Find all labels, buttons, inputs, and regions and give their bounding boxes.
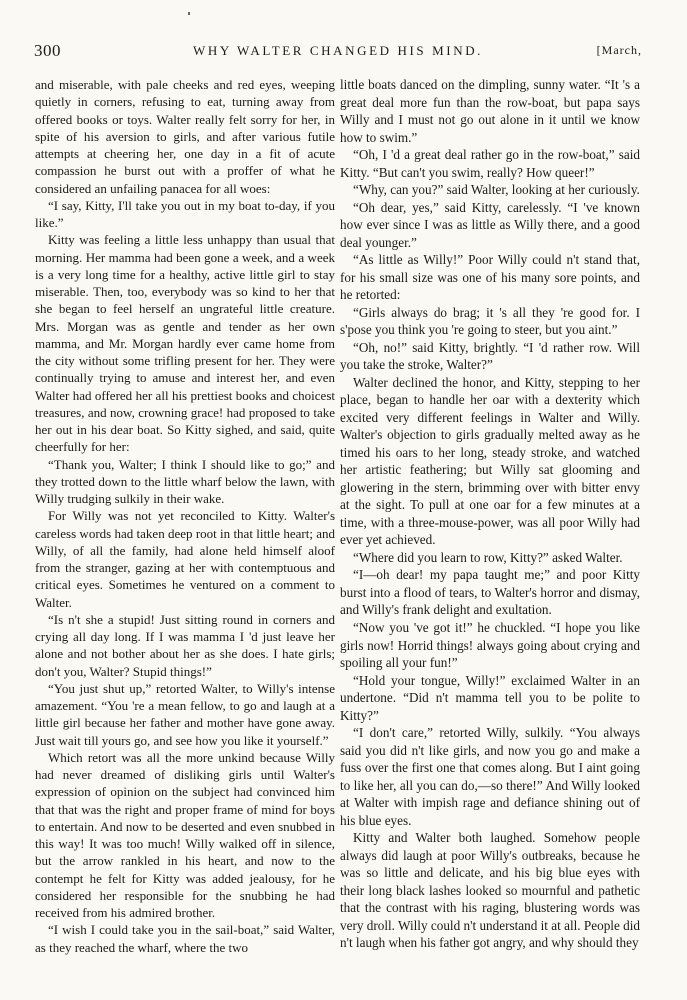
page-number: 300	[34, 41, 61, 60]
paragraph: “I don't care,” retorted Willy, sulkily. “You always said you did n't like girls, and now you go and make a fuss over the first one that comes along. But I aint going to like her, all you can do,—so there!” And Willy looked at Walter with impish rage and defiance shining out of his blue eyes.	[340, 725, 640, 828]
paragraph: “Why, can you?” said Walter, looking at her curiously.	[353, 182, 640, 198]
paragraph: “Oh, I 'd a great deal rather go in the row-boat,” said Kitty. “But can't you swim, really? How queer!”	[340, 147, 640, 180]
paragraph: Kitty and Walter both laughed. Somehow people always did laugh at poor Willy's outbreaks, because he was so little and delicate, and his big blue eyes with their long black lashes looked so mournful and pathetic that the contrast with his raging, blustering words was very droll. Willy could n't understand it at all. People did n't laugh when his father got angry, and why should they	[340, 830, 640, 951]
paragraph: “Oh dear, yes,” said Kitty, carelessly. “I 've known how ever since I was as little as Willy there, and a good deal younger.”	[340, 199, 640, 250]
paragraph: “Thank you, Walter; I think I should like to go;” and they trotted down to the little wharf below the lawn, with Willy trudging sulkily in their wake.	[35, 456, 335, 506]
paragraph: Kitty was feeling a little less unhappy than usual that morning. Her mamma had been gone a week, and a week is a very long time for a healthy, active little girl to stay miserable. Then, too, everybody was so kind to her that she began to feel herself an ungrateful little creature. Mrs. Morgan was as gentle and tender as her own mamma, and Mr. Morgan hardly ever came home from the city without some trifling present for her. They were continually trying to amuse and interest her, and even Walter had offered her all his prettiest books and choicest treasures, and now, crowning grace! had proposed to take her out in his dear boat. So Kitty sighed, and said, quite cheerfully for her:	[35, 232, 335, 455]
paragraph: “I wish I could take you in the sail-boat,” said Walter, as they reached the wharf, where the two	[35, 922, 335, 955]
print-speck	[188, 12, 190, 15]
right-text-column	[340, 76, 640, 952]
paragraph: “Oh, no!” said Kitty, brightly. “I 'd rather row. Will you take the stroke, Walter?”	[340, 339, 640, 373]
left-text-column	[35, 76, 335, 956]
paragraph: “Now you 've got it!” he chuckled. “I hope you like girls now! Horrid things! always going about crying and spoiling all your fun!”	[340, 619, 640, 671]
paragraph: little boats danced on the dimpling, sunny water. “It 's a great deal more fun than the row-boat, but papa says Willy and I must not go out alone in it until we know how to swim.”	[340, 77, 640, 145]
paragraph: “Is n't she a stupid! Just sitting round in corners and crying all day long. If I was mamma I 'd just leave her alone and not bother about her as she does. I hate girls; don't you, Walter? Stupid things!”	[35, 611, 335, 679]
paragraph: “Girls always do brag; it 's all they 're good for. I s'pose you think you 're going to steer, but you aint.”	[340, 304, 640, 338]
paragraph: “You just shut up,” retorted Walter, to Willy's intense amazement. “You 're a mean fellow, to go and laugh at a little girl because her father and mother have gone away. Just wait till yours go, and see how you like it yourself.”	[35, 680, 335, 748]
running-title: WHY WALTER CHANGED HIS MIND.	[192, 43, 484, 58]
issue-month: [March,	[596, 43, 642, 57]
paragraph: Walter declined the honor, and Kitty, stepping to her place, began to handle her oar with a dexterity which excited very different feelings in Walter and Willy. Walter's objection to girls gradually melted away as he timed his oars to her long, steady stroke, and watched her artistic feathering; but Willy sat glooming and glowering in the stern, brimming over with bitter envy at the sight. To pull at one oar for a few minutes at a time, with a three-mouse-power, was all poor Willy had ever yet achieved.	[340, 374, 640, 548]
paragraph: For Willy was not yet reconciled to Kitty. Walter's careless words had taken deep root in that little heart; and Willy, of all the family, had alone held himself aloof from the stranger, gazing at her with contemptuous and critical eyes. Sometimes he ventured on a comment to Walter.	[35, 508, 335, 610]
paragraph: “Hold your tongue, Willy!” exclaimed Walter in an undertone. “Did n't mamma tell you to be polite to Kitty?”	[340, 672, 640, 723]
paragraph: “Where did you learn to row, Kitty?” asked Walter.	[353, 549, 623, 565]
paragraph: and miserable, with pale cheeks and red eyes, weeping quietly in corners, refusing to eat, turning away from offered books or toys. Walter really felt sorry for her, in spite of his aversion to girls, and after various futile attempts at cheering her, one day in a fit of acute compassion he burst out with a proffer of what he considered an unfailing panacea for all woes:	[35, 77, 335, 196]
paragraph: “I—oh dear! my papa taught me;” and poor Kitty burst into a flood of tears, to Walter's horror and dismay, and Willy's frank delight and exultation.	[340, 567, 640, 618]
paragraph: Which retort was all the more unkind because Willy had never dreamed of disliking girls until Walter's expression of opinion on the subject had convinced him that that was the right and proper frame of mind for boys to entertain. And now to be deserted and even snubbed in this way! It was too much! Willy walked off in silence, but the arrow rankled in his heart, and now to the contempt he felt for Kitty was added jealousy, for he considered her responsible for the snubbing he had received from his admired brother.	[35, 749, 335, 920]
paragraph: “As little as Willy!” Poor Willy could n't stand that, for his small size was one of his many sore points, and he retorted:	[340, 252, 640, 303]
paragraph: “I say, Kitty, I'll take you out in my boat to-day, if you like.”	[35, 197, 335, 230]
page-header	[34, 41, 642, 63]
